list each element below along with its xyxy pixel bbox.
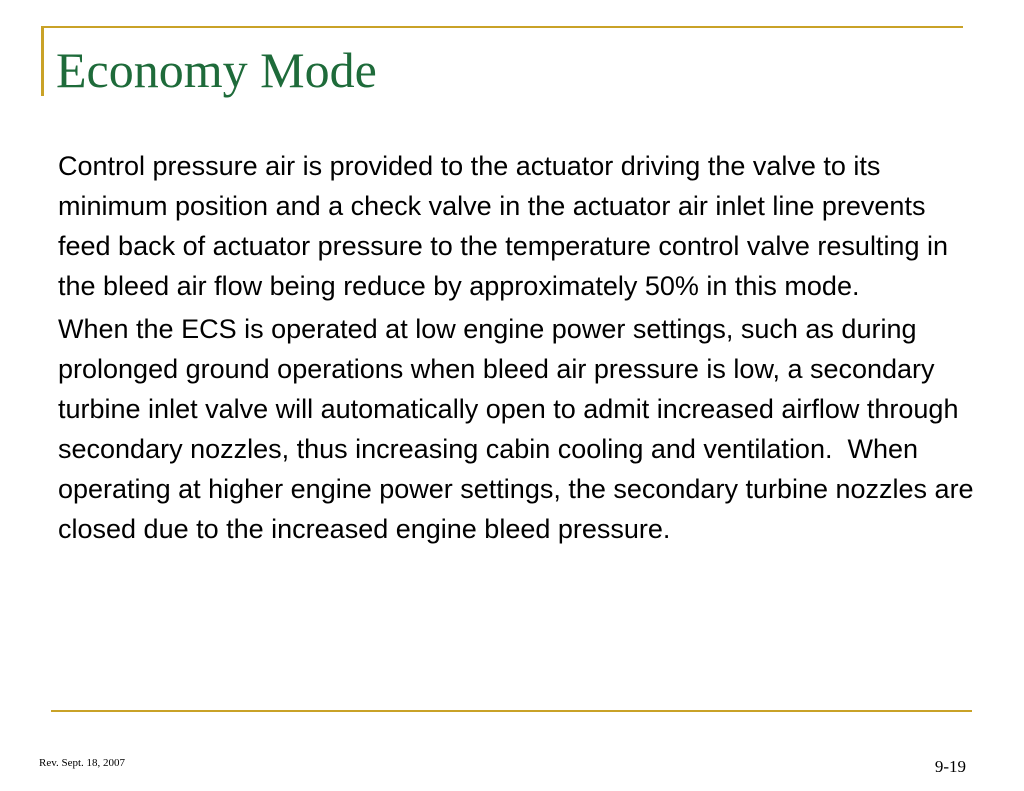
slide-body — [58, 146, 982, 552]
body-paragraph-1: Control pressure air is provided to the actuator driving the valve to its minimum position and a check valve in the actuator air inlet line prevents feed back of actuator pressure to the temperature control valve resulting in the bleed air flow being reduce by approximately 50% in this mode. — [58, 151, 956, 301]
footer-revision-date: Rev. Sept. 18, 2007 — [39, 757, 126, 769]
top-border-line — [41, 26, 963, 28]
left-border-bar — [41, 26, 44, 96]
page-number: 9-19 — [934, 757, 966, 776]
body-paragraph-2: When the ECS is operated at low engine power settings, such as during prolonged ground operations when bleed air pressure is low, a secondary turbine inlet valve will automatically open to admit increased airflow through secondary nozzles, thus increasing cabin cooling and ventilation. When operating at higher engine power settings, the secondary turbine nozzles are closed due to the increased engine bleed pressure. — [58, 314, 982, 544]
slide-title: Economy Mode — [56, 42, 377, 98]
footer-divider — [51, 710, 972, 712]
